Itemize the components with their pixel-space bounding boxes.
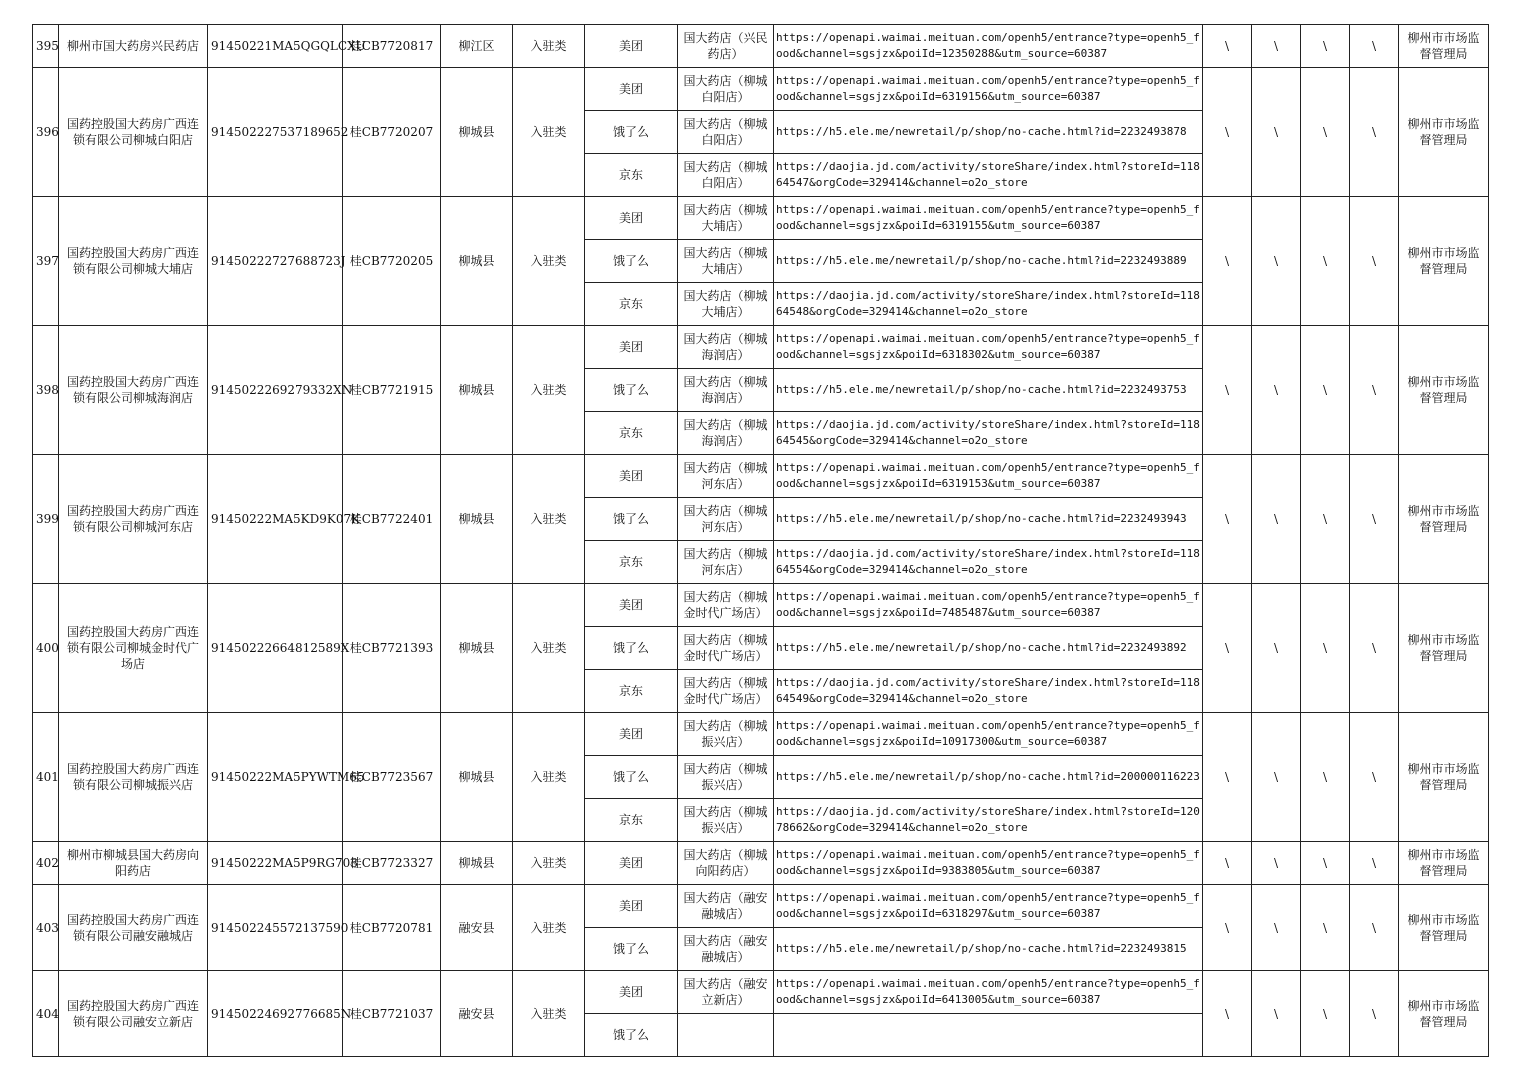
cell-col-3: \ [1301, 326, 1350, 455]
cell-platform: 京东 [585, 154, 678, 197]
cell-store-name: 国大药店（柳城海润店） [678, 369, 774, 412]
cell-category: 入驻类 [513, 455, 585, 584]
cell-district: 柳江区 [441, 25, 513, 68]
cell-col-3: \ [1301, 971, 1350, 1057]
cell-col-1: \ [1203, 713, 1252, 842]
cell-company-name: 国药控股国大药房广西连锁有限公司柳城海润店 [59, 326, 208, 455]
cell-col-1: \ [1203, 25, 1252, 68]
cell-company-name: 柳州市柳城县国大药房向阳药店 [59, 842, 208, 885]
cell-platform: 饿了么 [585, 498, 678, 541]
cell-no: 402 [33, 842, 59, 885]
cell-store-url: https://h5.ele.me/newretail/p/shop/no-cache.html?id=2232493892 [774, 627, 1203, 670]
cell-credit-code: 91450221MA5QGQLCXU [208, 25, 343, 68]
cell-credit-code: 91450222MA5PYWTM65 [208, 713, 343, 842]
cell-store-name [678, 1014, 774, 1057]
cell-category: 入驻类 [513, 971, 585, 1057]
cell-col-1: \ [1203, 455, 1252, 584]
cell-store-name: 国大药店（柳城白阳店） [678, 111, 774, 154]
cell-company-name: 国药控股国大药房广西连锁有限公司融安融城店 [59, 885, 208, 971]
cell-authority: 柳州市市场监督管理局 [1399, 25, 1489, 68]
cell-store-url: https://daojia.jd.com/activity/storeShare/index.html?storeId=12078662&orgCode=329414&channel=o2o_store [774, 799, 1203, 842]
cell-platform: 美团 [585, 68, 678, 111]
cell-store-name: 国大药店（柳城海润店） [678, 326, 774, 369]
cell-store-url: https://daojia.jd.com/activity/storeShare/index.html?storeId=11864545&orgCode=329414&channel=o2o_store [774, 412, 1203, 455]
cell-platform: 美团 [585, 584, 678, 627]
cell-store-name: 国大药店（柳城河东店） [678, 498, 774, 541]
cell-license: 桂CB7723567 [343, 713, 441, 842]
cell-platform: 美团 [585, 842, 678, 885]
cell-col-2: \ [1252, 25, 1301, 68]
cell-category: 入驻类 [513, 197, 585, 326]
cell-platform: 美团 [585, 455, 678, 498]
cell-store-name: 国大药店（柳城河东店） [678, 541, 774, 584]
cell-credit-code: 91450222MA5P9RG703 [208, 842, 343, 885]
table-row [33, 584, 1489, 627]
cell-platform: 京东 [585, 670, 678, 713]
cell-store-name: 国大药店（柳城白阳店） [678, 154, 774, 197]
cell-category: 入驻类 [513, 326, 585, 455]
cell-license: 桂CB7722401 [343, 455, 441, 584]
cell-platform: 饿了么 [585, 756, 678, 799]
cell-authority: 柳州市市场监督管理局 [1399, 326, 1489, 455]
cell-district: 柳城县 [441, 68, 513, 197]
cell-district: 融安县 [441, 885, 513, 971]
cell-no: 396 [33, 68, 59, 197]
cell-store-name: 国大药店（柳城大埔店） [678, 240, 774, 283]
cell-store-name: 国大药店（柳城金时代广场店） [678, 584, 774, 627]
cell-no: 401 [33, 713, 59, 842]
cell-store-name: 国大药店（柳城金时代广场店） [678, 670, 774, 713]
cell-license: 桂CB7721037 [343, 971, 441, 1057]
cell-platform: 美团 [585, 326, 678, 369]
cell-col-4: \ [1350, 25, 1399, 68]
cell-col-3: \ [1301, 584, 1350, 713]
cell-platform: 京东 [585, 283, 678, 326]
cell-store-url: https://daojia.jd.com/activity/storeShare/index.html?storeId=11864554&orgCode=329414&channel=o2o_store [774, 541, 1203, 584]
cell-store-url: https://openapi.waimai.meituan.com/openh5/entrance?type=openh5_food&channel=sgsjzx&poiId=9383805&utm_source=60387 [774, 842, 1203, 885]
cell-store-name: 国大药店（柳城振兴店） [678, 713, 774, 756]
table-row [33, 25, 1489, 68]
cell-district: 柳城县 [441, 842, 513, 885]
cell-store-name: 国大药店（柳城振兴店） [678, 799, 774, 842]
cell-store-name: 国大药店（融安立新店） [678, 971, 774, 1014]
cell-store-url: https://daojia.jd.com/activity/storeShare/index.html?storeId=11864548&orgCode=329414&channel=o2o_store [774, 283, 1203, 326]
cell-license: 桂CB7723327 [343, 842, 441, 885]
cell-district: 柳城县 [441, 584, 513, 713]
cell-col-2: \ [1252, 713, 1301, 842]
cell-license: 桂CB7721915 [343, 326, 441, 455]
cell-col-4: \ [1350, 584, 1399, 713]
cell-credit-code: 91450222727688723J [208, 197, 343, 326]
cell-store-url: https://daojia.jd.com/activity/storeShare/index.html?storeId=11864549&orgCode=329414&channel=o2o_store [774, 670, 1203, 713]
cell-company-name: 国药控股国大药房广西连锁有限公司柳城河东店 [59, 455, 208, 584]
cell-platform: 饿了么 [585, 111, 678, 154]
cell-district: 柳城县 [441, 197, 513, 326]
cell-credit-code: 91450222664812589X [208, 584, 343, 713]
cell-store-url: https://h5.ele.me/newretail/p/shop/no-cache.html?id=2232493753 [774, 369, 1203, 412]
cell-district: 柳城县 [441, 455, 513, 584]
table-row [33, 455, 1489, 498]
cell-col-4: \ [1350, 885, 1399, 971]
cell-col-4: \ [1350, 326, 1399, 455]
cell-store-name: 国大药店（柳城向阳药店） [678, 842, 774, 885]
cell-license: 桂CB7720817 [343, 25, 441, 68]
cell-col-2: \ [1252, 885, 1301, 971]
cell-platform: 饿了么 [585, 1014, 678, 1057]
cell-col-3: \ [1301, 68, 1350, 197]
cell-platform: 饿了么 [585, 627, 678, 670]
cell-platform: 美团 [585, 971, 678, 1014]
cell-store-name: 国大药店（兴民药店） [678, 25, 774, 68]
table-row [33, 326, 1489, 369]
cell-platform: 饿了么 [585, 240, 678, 283]
cell-store-url: https://daojia.jd.com/activity/storeShare/index.html?storeId=11864547&orgCode=329414&channel=o2o_store [774, 154, 1203, 197]
cell-col-4: \ [1350, 455, 1399, 584]
cell-store-name: 国大药店（融安融城店） [678, 885, 774, 928]
table-row [33, 197, 1489, 240]
cell-authority: 柳州市市场监督管理局 [1399, 584, 1489, 713]
cell-authority: 柳州市市场监督管理局 [1399, 197, 1489, 326]
cell-col-4: \ [1350, 842, 1399, 885]
cell-col-1: \ [1203, 584, 1252, 713]
cell-company-name: 国药控股国大药房广西连锁有限公司柳城金时代广场店 [59, 584, 208, 713]
cell-license: 桂CB7720781 [343, 885, 441, 971]
cell-col-3: \ [1301, 197, 1350, 326]
cell-category: 入驻类 [513, 68, 585, 197]
table-body [33, 25, 1489, 1057]
cell-no: 397 [33, 197, 59, 326]
cell-no: 398 [33, 326, 59, 455]
cell-authority: 柳州市市场监督管理局 [1399, 971, 1489, 1057]
cell-store-name: 国大药店（融安融城店） [678, 928, 774, 971]
cell-col-2: \ [1252, 68, 1301, 197]
table-row [33, 713, 1489, 756]
cell-no: 395 [33, 25, 59, 68]
cell-company-name: 国药控股国大药房广西连锁有限公司柳城大埔店 [59, 197, 208, 326]
cell-col-1: \ [1203, 971, 1252, 1057]
cell-credit-code: 91450222MA5KD9K07K [208, 455, 343, 584]
cell-no: 403 [33, 885, 59, 971]
cell-platform: 饿了么 [585, 369, 678, 412]
cell-store-url: https://h5.ele.me/newretail/p/shop/no-cache.html?id=2232493878 [774, 111, 1203, 154]
table-row [33, 842, 1489, 885]
cell-platform: 京东 [585, 799, 678, 842]
cell-store-url: https://h5.ele.me/newretail/p/shop/no-cache.html?id=2232493815 [774, 928, 1203, 971]
cell-platform: 京东 [585, 412, 678, 455]
cell-col-1: \ [1203, 197, 1252, 326]
cell-store-name: 国大药店（柳城白阳店） [678, 68, 774, 111]
cell-store-url: https://h5.ele.me/newretail/p/shop/no-cache.html?id=2232493889 [774, 240, 1203, 283]
cell-no: 404 [33, 971, 59, 1057]
cell-district: 柳城县 [441, 326, 513, 455]
cell-authority: 柳州市市场监督管理局 [1399, 713, 1489, 842]
cell-store-url: https://openapi.waimai.meituan.com/openh5/entrance?type=openh5_food&channel=sgsjzx&poiId=10917300&utm_source=60387 [774, 713, 1203, 756]
cell-platform: 美团 [585, 197, 678, 240]
cell-company-name: 国药控股国大药房广西连锁有限公司柳城白阳店 [59, 68, 208, 197]
cell-col-2: \ [1252, 584, 1301, 713]
cell-store-name: 国大药店（柳城大埔店） [678, 197, 774, 240]
cell-col-4: \ [1350, 68, 1399, 197]
cell-store-name: 国大药店（柳城河东店） [678, 455, 774, 498]
table-row [33, 68, 1489, 111]
cell-col-1: \ [1203, 842, 1252, 885]
cell-credit-code: 914502227537189652 [208, 68, 343, 197]
cell-category: 入驻类 [513, 713, 585, 842]
cell-col-3: \ [1301, 713, 1350, 842]
cell-store-name: 国大药店（柳城金时代广场店） [678, 627, 774, 670]
table-row [33, 971, 1489, 1014]
cell-store-url: https://h5.ele.me/newretail/p/shop/no-cache.html?id=200000116223 [774, 756, 1203, 799]
cell-platform: 美团 [585, 25, 678, 68]
cell-col-3: \ [1301, 842, 1350, 885]
cell-col-3: \ [1301, 25, 1350, 68]
cell-company-name: 国药控股国大药房广西连锁有限公司柳城振兴店 [59, 713, 208, 842]
cell-col-3: \ [1301, 885, 1350, 971]
cell-platform: 美团 [585, 713, 678, 756]
cell-category: 入驻类 [513, 885, 585, 971]
cell-company-name: 国药控股国大药房广西连锁有限公司融安立新店 [59, 971, 208, 1057]
cell-no: 399 [33, 455, 59, 584]
cell-authority: 柳州市市场监督管理局 [1399, 455, 1489, 584]
cell-authority: 柳州市市场监督管理局 [1399, 885, 1489, 971]
cell-district: 融安县 [441, 971, 513, 1057]
cell-category: 入驻类 [513, 584, 585, 713]
cell-col-4: \ [1350, 713, 1399, 842]
cell-store-url: https://openapi.waimai.meituan.com/openh5/entrance?type=openh5_food&channel=sgsjzx&poiId=6319153&utm_source=60387 [774, 455, 1203, 498]
cell-credit-code: 9145022269279332XN [208, 326, 343, 455]
cell-col-4: \ [1350, 971, 1399, 1057]
cell-store-url: https://h5.ele.me/newretail/p/shop/no-cache.html?id=2232493943 [774, 498, 1203, 541]
cell-col-2: \ [1252, 326, 1301, 455]
table-row [33, 885, 1489, 928]
cell-col-1: \ [1203, 885, 1252, 971]
cell-store-url [774, 1014, 1203, 1057]
cell-license: 桂CB7720207 [343, 68, 441, 197]
cell-col-2: \ [1252, 842, 1301, 885]
cell-col-1: \ [1203, 326, 1252, 455]
cell-col-2: \ [1252, 971, 1301, 1057]
cell-store-url: https://openapi.waimai.meituan.com/openh5/entrance?type=openh5_food&channel=sgsjzx&poiId=12350288&utm_source=60387 [774, 25, 1203, 68]
cell-credit-code: 914502245572137590 [208, 885, 343, 971]
table-viewport [32, 24, 1488, 1042]
cell-col-1: \ [1203, 68, 1252, 197]
cell-authority: 柳州市市场监督管理局 [1399, 842, 1489, 885]
cell-col-4: \ [1350, 197, 1399, 326]
store-table [32, 24, 1489, 1057]
cell-store-url: https://openapi.waimai.meituan.com/openh5/entrance?type=openh5_food&channel=sgsjzx&poiId=6319155&utm_source=60387 [774, 197, 1203, 240]
cell-company-name: 柳州市国大药房兴民药店 [59, 25, 208, 68]
cell-platform: 饿了么 [585, 928, 678, 971]
cell-platform: 京东 [585, 541, 678, 584]
cell-credit-code: 91450224692776685N [208, 971, 343, 1057]
cell-license: 桂CB7720205 [343, 197, 441, 326]
cell-authority: 柳州市市场监督管理局 [1399, 68, 1489, 197]
cell-no: 400 [33, 584, 59, 713]
cell-store-name: 国大药店（柳城大埔店） [678, 283, 774, 326]
cell-category: 入驻类 [513, 842, 585, 885]
cell-category: 入驻类 [513, 25, 585, 68]
cell-store-url: https://openapi.waimai.meituan.com/openh5/entrance?type=openh5_food&channel=sgsjzx&poiId=6318302&utm_source=60387 [774, 326, 1203, 369]
cell-store-url: https://openapi.waimai.meituan.com/openh5/entrance?type=openh5_food&channel=sgsjzx&poiId=6319156&utm_source=60387 [774, 68, 1203, 111]
cell-district: 柳城县 [441, 713, 513, 842]
cell-store-url: https://openapi.waimai.meituan.com/openh5/entrance?type=openh5_food&channel=sgsjzx&poiId=6413005&utm_source=60387 [774, 971, 1203, 1014]
cell-col-2: \ [1252, 455, 1301, 584]
cell-store-name: 国大药店（柳城振兴店） [678, 756, 774, 799]
cell-store-url: https://openapi.waimai.meituan.com/openh5/entrance?type=openh5_food&channel=sgsjzx&poiId=6318297&utm_source=60387 [774, 885, 1203, 928]
cell-license: 桂CB7721393 [343, 584, 441, 713]
cell-col-2: \ [1252, 197, 1301, 326]
cell-store-name: 国大药店（柳城海润店） [678, 412, 774, 455]
cell-store-url: https://openapi.waimai.meituan.com/openh5/entrance?type=openh5_food&channel=sgsjzx&poiId=7485487&utm_source=60387 [774, 584, 1203, 627]
cell-col-3: \ [1301, 455, 1350, 584]
cell-platform: 美团 [585, 885, 678, 928]
